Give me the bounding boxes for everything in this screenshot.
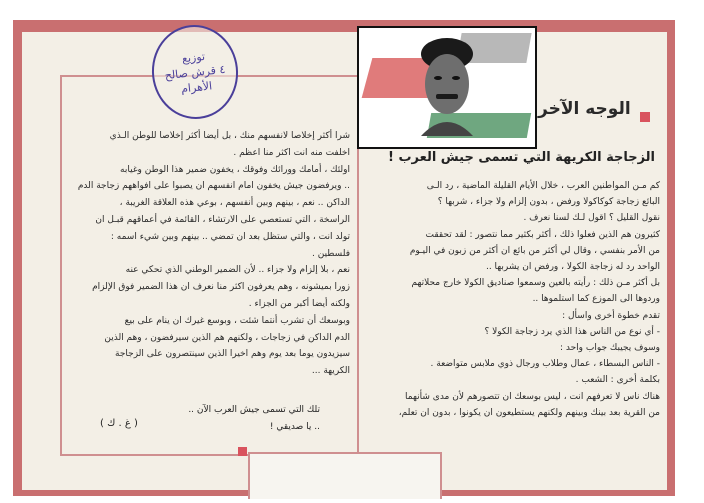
text-line: ولكنه أيضا أكبر من الجزاء .: [248, 298, 350, 309]
text-line: الكريهة ...: [311, 366, 350, 377]
text-line: - الناس البسطاء ، عمال وطلاب ورجال ذوي ملابس متواضعة .: [430, 359, 660, 370]
text-line: من القرية بعد بينك وبينهم ولكنهم يستطيعون ان يكونوا ، بدون ان تعلم،: [398, 407, 660, 418]
stamp-line: الأهرام: [180, 78, 213, 96]
text-line: .. يا صديقي !: [269, 422, 320, 432]
text-line: كثيرون هم الذين فعلوا ذلك ، أكثر بكثير مما نتصور : لقد تحققت: [425, 229, 660, 240]
author-portrait: [357, 26, 537, 149]
author-signature: ( غ . ك ): [100, 418, 138, 429]
text-line: بل أكثر مـن ذلك : رأيته بالعين وسمعوا صناديق الكولا خارج محلاتهم: [411, 278, 660, 289]
bottom-frame: [248, 452, 442, 499]
text-line: تولد انت ، والتي ستظل بعد ان تمضي .. بينهم وبين شيء اسمه :: [110, 231, 350, 242]
text-line: نعم ، بلا إلزام ولا جزاء .. لأن الضمير الوطني الذي تحكي عنه: [125, 265, 350, 276]
text-line: من الأمر بنفسي ، وقال لي أكثر من بائع ان أكثر من زبون في اليـوم: [409, 245, 660, 256]
stamp-line: توزيع: [181, 49, 206, 65]
text-line: سيزيدون يوما بعد يوم وهم اخيرا الذين سينتصرون على الزجاجة: [115, 349, 350, 360]
closing-lines: [170, 402, 320, 436]
text-line: الداكن .. نعم ، بينهم وبين أنفسهم ، بوعي هذه العلاقة الغريبة ،: [119, 198, 350, 209]
article-headline: الزجاجة الكريهة التي تسمى جيش العرب !: [388, 150, 655, 165]
text-line: شرا أكثر إخلاصا لانفسهم منك ، بل أيضا أكثر إخلاصا للوطن الـذي: [109, 131, 350, 141]
text-line: بكلمة أخرى : الشعب .: [575, 375, 660, 386]
text-line: نقول القليل ؟ اقول لـك لسنا نعرف .: [523, 213, 660, 224]
text-line: وبوسعك أن تشرب أنتما شئت ، وبوسع غيرك ان ينام على بيع: [124, 315, 350, 326]
text-line: وردوها الى الموزع كما استلموها ..: [532, 294, 660, 305]
text-line: اولئك ، أمامك وورائك وفوقك ، يخفون ضمير هذا الوطن وغيابه: [120, 164, 350, 175]
stamp-line: ٤ قرش صالح: [164, 62, 226, 82]
left-column-text: [68, 128, 350, 380]
text-line: الراسخة ، التي تستعصي على الارتشاء ، القائمة في أعماقهم قبـل ان: [95, 214, 350, 225]
text-line: تلك التي تسمى جيش العرب الآن ..: [188, 405, 320, 415]
text-line: اخلفت منه انت اكثر منا اعظم .: [233, 147, 350, 158]
right-column-text: [360, 178, 660, 421]
text-line: زورا بميشونه ، وهم يعرفون اكثر منا نعرف ان هذا الضمير فوق الإلزام: [92, 282, 350, 293]
portrait-face-icon: [411, 36, 483, 136]
text-line: تقدم خطوة أخرى واسأل :: [562, 310, 660, 321]
section-marker: [640, 112, 650, 122]
text-line: - أي نوع من الناس هذا الذي يرد زجاجة الكولا ؟: [484, 326, 660, 337]
text-line: البائع زجاجة كوكاكولا ورفض ، بدون إلزام ولا جزاء ، شربها ؟: [437, 197, 660, 208]
end-marker: [238, 447, 247, 456]
text-line: فلسطين .: [312, 248, 350, 259]
text-line: وسوف يجيبك جواب واحد :: [560, 343, 660, 354]
text-line: الواحد رد له زجاجة الكولا ، ورفض ان يشربها ..: [485, 262, 660, 273]
text-line: الدم الداكن في زجاجات ، ولكنهم هم الذين سيرفضون ، وهم الذين: [104, 332, 350, 343]
text-line: .. ويرفضون جيش يخفون امام انفسهم ان يصبوا على افواههم زجاجة الدم: [77, 181, 350, 192]
section-title: الوجه الآخر: [538, 99, 631, 119]
text-line: هناك ناس لا تعرفهم انت ، ليس بوسعك ان تتصورهم لأن مدى شأنهما: [405, 391, 660, 402]
text-line: كم مـن المواطنين العرب ، خلال الأيام القليلة الماضية ، رد الـى: [426, 181, 660, 191]
